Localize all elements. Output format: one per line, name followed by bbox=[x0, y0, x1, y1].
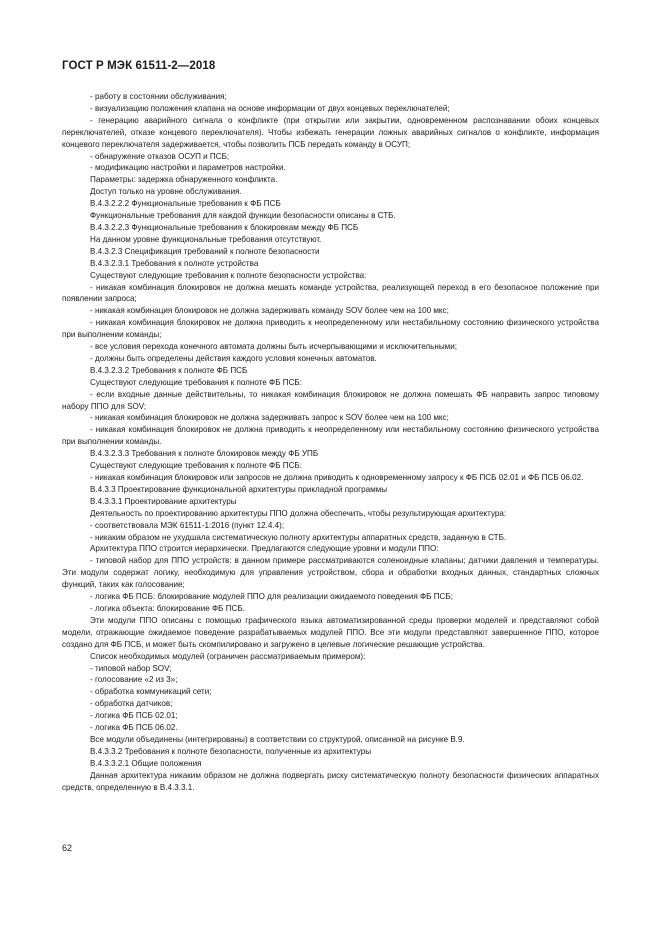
section-heading: В.4.3.2.3.3 Требования к полноте блокировок между ФБ УПБ bbox=[90, 449, 319, 459]
section-heading: В.4.3.2.3 Спецификация требований к полноте безопасности bbox=[90, 246, 320, 256]
body-line: - должны быть определены действия каждого условия конечных автоматов. bbox=[90, 353, 377, 363]
body-line: - никакая комбинация блокировок не должна приводить к неопределенному или нестабильному состоянию физического устройства при выполнении команды; bbox=[62, 318, 599, 340]
body-line: Параметры: задержка обнаруженного конфликта. bbox=[90, 175, 278, 185]
body-line: - типовой набор SOV; bbox=[90, 663, 172, 673]
body-line: Все модули объединены (интегрированы) в соответствии со структурой, описанной на рисунке В.9. bbox=[90, 734, 465, 744]
body-line: Существуют следующие требования к полноте безопасности устройства: bbox=[90, 270, 367, 280]
body-line: Архитектура ППО строится иерархически. Предлагаются следующие уровни и модули ППО: bbox=[90, 544, 439, 554]
body-line: - логика объекта: блокирование ФБ ПСБ. bbox=[90, 603, 245, 613]
body-line: - голосование «2 из 3»; bbox=[90, 675, 178, 685]
body-line: - все условия перехода конечного автомата должны быть исчерпывающими и исключительными; bbox=[90, 342, 457, 352]
body-line: - работу в состоянии обслуживания; bbox=[90, 92, 227, 101]
body-line: - никакая комбинация блокировок не должна задерживать команду SOV более чем на 100 мкс; bbox=[90, 306, 449, 316]
body-line: - никакая комбинация блокировок не должна задерживать запрос к SOV более чем на 100 мкс; bbox=[90, 413, 449, 423]
body-line: - никаким образом не ухудшала систематическую полноту архитектуры аппаратных средств, заданную в СТБ. bbox=[90, 532, 507, 542]
body-line: Деятельность по проектированию архитектуры ППО должна обеспечить, чтобы результирующая архитектура: bbox=[90, 508, 507, 518]
body-line: - обнаружение отказов ОСУП и ПСБ; bbox=[90, 151, 230, 161]
section-heading: В.4.3.2.3.1 Требования к полноте устройства bbox=[90, 258, 259, 268]
body-line: - обработка коммуникаций сети; bbox=[90, 687, 212, 697]
body-line: - типовой набор для ППО устройств: в данном примере рассматриваются соленоидные клапаны; датчики давления и температуры. Эти модули содержат логику, необходимую для управления устройством, сбора и обработки входных данных, стандартных сложных функций, таких как голосование; bbox=[62, 556, 599, 590]
body-line: Данная архитектура никаким образом не должна подвергать риску систематическую полноту безопасности физических аппаратных средств, определенную в В.4.3.3.1. bbox=[62, 770, 599, 792]
body-line: - генерацию аварийного сигнала о конфликте (при открытии или закрытии, одновременном распознавании обоих концевых переключателей, отказе концевого переключателя). Чтобы избежать генерации ложных аварийных сигналов о конфликте, информация концевого переключателя задерживается, чтобы позволить ПСБ передать команду в ОСУП; bbox=[62, 115, 599, 149]
section-heading: В.4.3.3.1 Проектирование архитектуры bbox=[90, 496, 237, 506]
page-number: 62 bbox=[62, 843, 73, 853]
body-line: Существуют следующие требования к полноте ФБ ПСБ: bbox=[90, 461, 302, 471]
body-line: Эти модули ППО описаны с помощью графического языка автоматизированной среды проверки моделей и представляют собой модели, отражающие ожидаемое поведение разрабатываемых модулей ППО. Все эти модули представляют завершенное ППО, которое создано для ФБ ПСБ, и может быть скомпилировано и загружено в целевые логические решающие устройства. bbox=[62, 615, 599, 649]
body-line: - никакая комбинация блокировок или запросов не должна приводить к одновременному запросу к ФБ ПСБ 02.01 и ФБ ПСБ 06.02. bbox=[90, 473, 584, 482]
section-heading: В.4.3.2.2.3 Функциональные требования к блокировкам между ФБ ПСБ bbox=[90, 222, 359, 232]
section-heading: В.4.3.3 Проектирование функциональной архитектуры прикладной программы bbox=[90, 484, 388, 494]
section-heading: В.4.3.2.3.2 Требования к полноте ФБ ПСБ bbox=[90, 365, 248, 375]
body-line: - логика ФБ ПСБ: блокирование модулей ППО для реализации ожидаемого поведения ФБ ПСБ; bbox=[90, 592, 453, 602]
body-line: На данном уровне функциональные требования отсутствуют. bbox=[90, 234, 322, 244]
body-line: - если входные данные действительны, то никакая комбинация блокировок не должна помешать ФБ направить запрос типовому набору ППО для SOV; bbox=[62, 389, 599, 411]
section-heading: В.4.3.3.2 Требования к полноте безопасности, полученные из архитектуры bbox=[90, 746, 372, 756]
body-line: - логика ФБ ПСБ 06.02. bbox=[90, 723, 178, 733]
body-line: - логика ФБ ПСБ 02.01; bbox=[90, 711, 178, 721]
body-line: Функциональные требования для каждой функции безопасности описаны в СТБ. bbox=[90, 211, 396, 221]
document-header: ГОСТ Р МЭК 61511-2—2018 bbox=[62, 60, 216, 72]
section-heading: В.4.3.3.2.1 Общие положения bbox=[90, 758, 202, 768]
body-line: Доступ только на уровне обслуживания. bbox=[90, 187, 242, 197]
body-line: - соответствовала МЭК 61511-1:2016 (пункт 12.4.4); bbox=[90, 520, 285, 530]
body-line: Список необходимых модулей (ограничен рассматриваемым примером): bbox=[90, 651, 366, 661]
section-heading: В.4.3.2.2.2 Функциональные требования к ФБ ПСБ bbox=[90, 199, 281, 209]
document-body bbox=[62, 91, 599, 793]
body-line: - никакая комбинация блокировок не должна приводить к неопределенному или нестабильному состоянию физического устройства при выполнении команды. bbox=[62, 425, 599, 447]
body-line: - никакая комбинация блокировок не должна мешать команде устройства, реализующей переход в его безопасное положение при появлении запроса; bbox=[62, 282, 599, 304]
body-line: - обработка датчиков; bbox=[90, 699, 173, 709]
body-line: - модификацию настройки и параметров настройки. bbox=[90, 163, 286, 173]
body-line: Существуют следующие требования к полноте ФБ ПСБ: bbox=[90, 377, 302, 387]
body-line: - визуализацию положения клапана на основе информации от двух концевых переключателей; bbox=[90, 103, 450, 113]
